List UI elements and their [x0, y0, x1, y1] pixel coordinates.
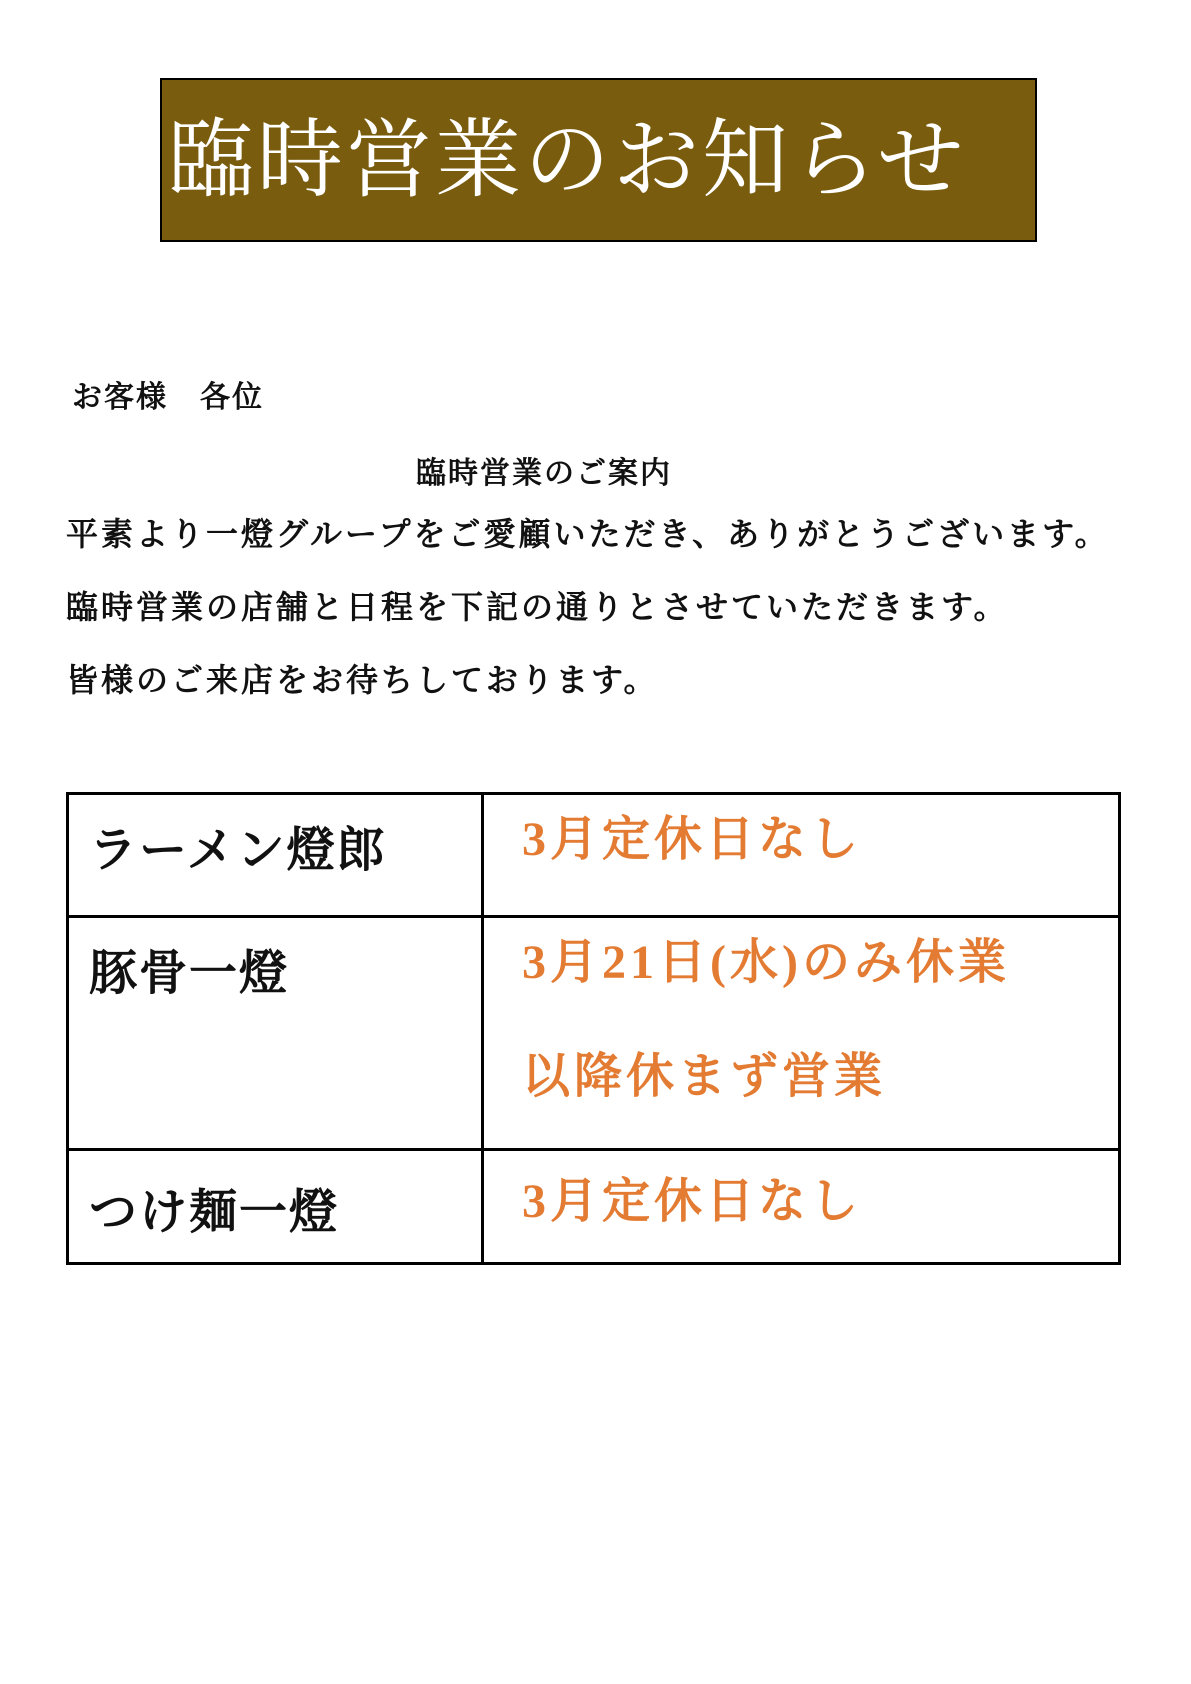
paragraph-schedule-intro: 臨時営業の店舗と日程を下記の通りとさせていただきます。	[66, 589, 1009, 625]
schedule-text-line-1: 3月21日(水)のみ休業	[522, 936, 1010, 989]
table-row-tsukemen-itto	[68, 1150, 1120, 1264]
shop-name-cell: つけ麺一燈	[68, 1150, 483, 1264]
paragraph-thanks: 平素より一燈グループをご愛顧いただき、ありがとうございます。	[66, 516, 1110, 552]
schedule-text-line-2: 以降休まず営業	[522, 1049, 887, 1103]
shop-name-cell: ラーメン燈郎	[68, 794, 483, 917]
notice-subtitle: 臨時営業のご案内	[416, 457, 672, 490]
paragraph-welcome: 皆様のご来店をお待ちしております。	[66, 662, 659, 698]
shop-name-cell: 豚骨一燈	[68, 917, 483, 1150]
schedule-text: 3月定休日なし	[522, 813, 863, 866]
notice-banner	[160, 78, 1037, 242]
table-row-tonkotsu-itto	[68, 917, 1120, 1150]
schedule-cell	[483, 917, 1120, 1150]
banner-title: 臨時営業のお知らせ	[168, 112, 967, 208]
schedule-table	[66, 792, 1121, 1265]
body-paragraphs	[66, 498, 1110, 717]
table-row-ramen-torou	[68, 794, 1120, 917]
schedule-text: 3月定休日なし	[522, 1175, 863, 1228]
schedule-cell	[483, 794, 1120, 917]
schedule-cell	[483, 1150, 1120, 1264]
greeting-line: お客様 各位	[72, 381, 264, 414]
